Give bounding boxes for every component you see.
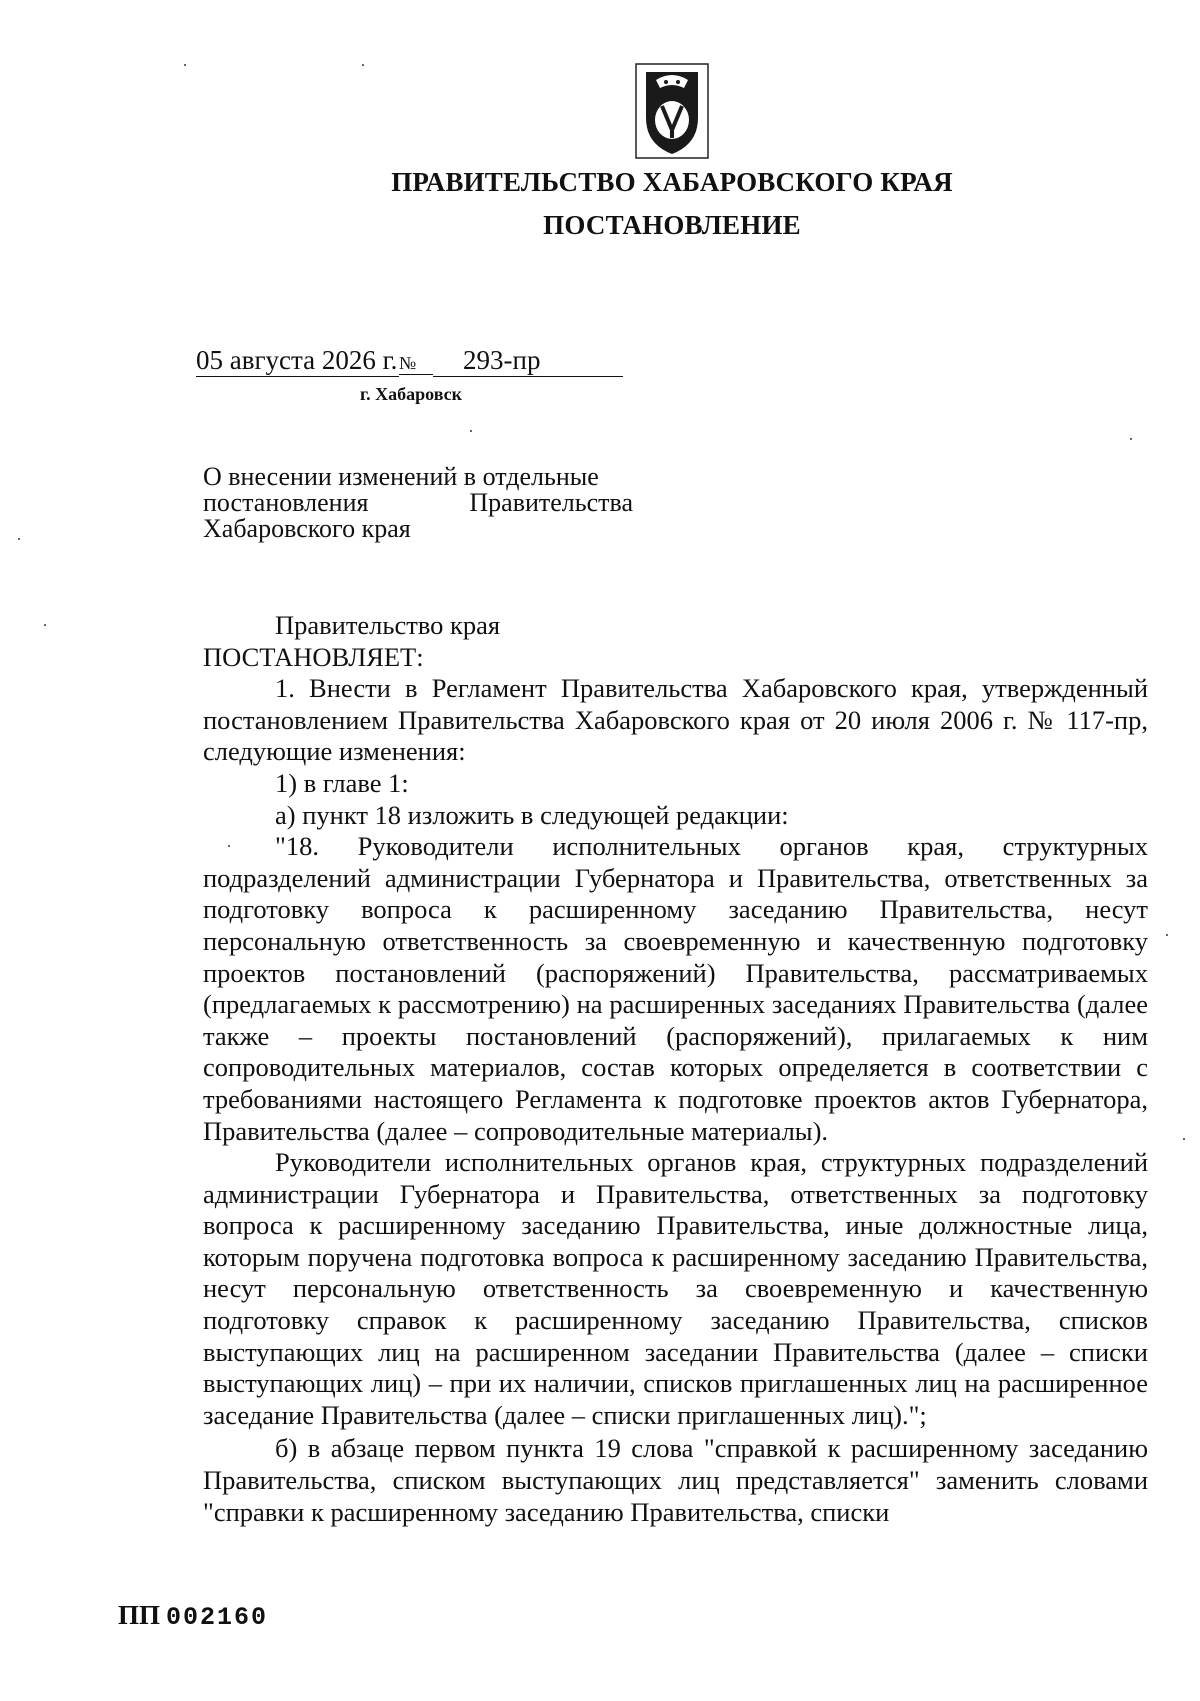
scan-speck: [228, 845, 230, 847]
government-title: ПРАВИТЕЛЬСТВО ХАБАРОВСКОГО КРАЯ: [391, 167, 953, 197]
intro-resolves: ПОСТАНОВЛЯЕТ:: [203, 641, 424, 672]
document-city: г. Хабаровск: [360, 384, 463, 404]
scan-speck: [362, 64, 364, 66]
body-paragraph: Руководители исполнительных органов края, структурных подразделений администрации Губернатора и Правительства, ответственных за подготовку вопроса к расширенному заседанию Правительства, иные должностные лица, которым поручена подготовка вопроса к расширенному заседанию Правительства, несут персональную ответственность за своевременную и качественную подготовку справок к расширенному заседанию Правительства, списков выступающих лиц на расширенном заседании Правительства (далее – списки выступающих лиц) – при их наличии, списков приглашенных лиц на расширенное заседание Правительства (далее – списки приглашенных лиц).";: [203, 1147, 1148, 1430]
body-paragraph: а) пункт 18 изложить в следующей редакции:: [275, 799, 789, 830]
document-body: [203, 610, 1148, 1528]
scan-speck: [1130, 438, 1132, 440]
scan-speck: [1166, 934, 1168, 936]
intro-government: Правительство края: [275, 610, 501, 640]
body-paragraph: 1) в главе 1:: [275, 767, 409, 798]
document-type-title: ПОСТАНОВЛЕНИЕ: [543, 210, 801, 240]
form-series: ПП: [118, 1600, 161, 1630]
document-subject: [203, 464, 633, 542]
subject-line: постановления Правительства: [203, 488, 633, 517]
scan-speck: [1183, 1138, 1185, 1140]
body-paragraph: б) в абзаце первом пункта 19 слова "справкой к расширенному заседанию Правительства, списком выступающих лиц представляется" заменить словами "справки к расширенному заседанию Правительства, списки: [203, 1433, 1148, 1527]
form-serial-code: [118, 1600, 268, 1632]
khabarovsk-krai-coat-of-arms-icon: [632, 60, 712, 162]
document-date: 05 августа 2026 г.: [196, 345, 398, 375]
form-serial-number: 002160: [166, 1603, 269, 1632]
subject-line: Хабаровского края: [203, 514, 411, 543]
subject-line: О внесении изменений в отдельные: [203, 462, 599, 491]
body-paragraph: "18. Руководители исполнительных органов края, структурных подразделений администрации Губернатора и Правительства, ответственных за подготовку вопроса к расширенному заседанию Правительства, несут персональную ответственность за своевременную и качественную подготовку проектов постановлений (распоряжений) Правительства, рассматриваемых (предлагаемых к рассмотрению) на расширенных заседаниях Правительства (далее также – проекты постановлений (распоряжений), прилагаемых к ним сопроводительных материалов, состав которых определяется в соответствии с требованиями настоящего Регламента к подготовке проектов актов Губернатора, Правительства (далее – сопроводительные материалы).: [203, 831, 1148, 1146]
scan-speck: [470, 430, 472, 432]
body-paragraph: 1. Внести в Регламент Правительства Хабаровского края, утвержденный постановлением Правительства Хабаровского края от 20 июля 2006 г. № 117-пр, следующие изменения:: [203, 673, 1148, 767]
registration-line: [196, 345, 636, 377]
number-sign: №: [399, 353, 433, 375]
scan-speck: [44, 624, 46, 626]
scan-speck: [18, 538, 20, 540]
document-number: 293-пр: [433, 345, 623, 377]
scan-speck: [184, 64, 186, 66]
